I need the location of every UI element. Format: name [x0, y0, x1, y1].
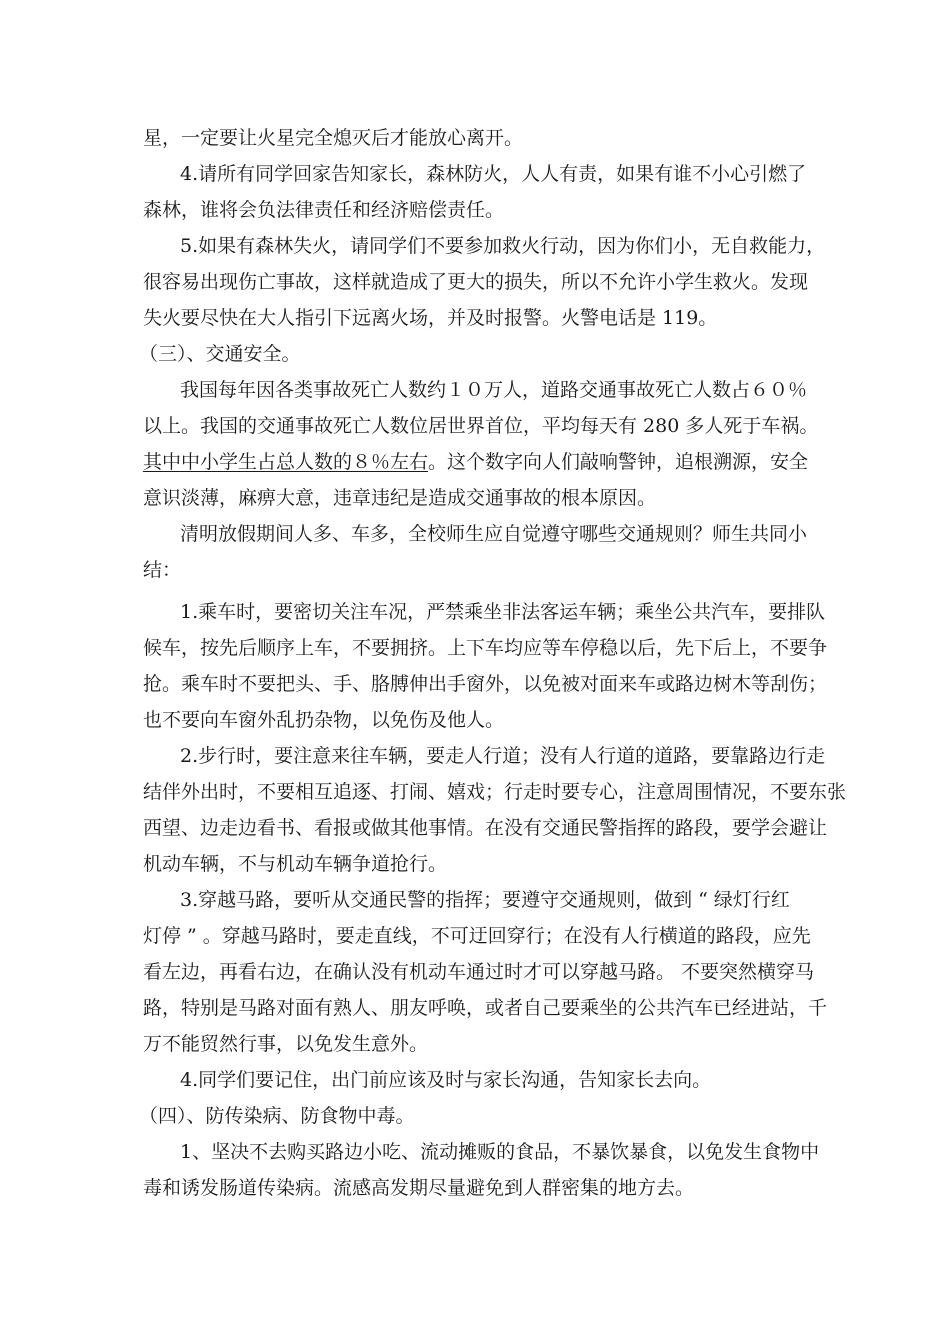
text-line: 星，一定要让火星完全熄灭后才能放心离开。 — [143, 127, 524, 149]
text-line: 看左边，再看右边，在确认没有机动车通过时才可以穿越马路。 不要突然横穿马 — [143, 961, 815, 983]
text-line — [143, 450, 950, 474]
text-line: 万不能贸然行事，以免发生意外。 — [143, 1033, 429, 1055]
text-line: 4.请所有同学回家告知家长，森林防火，人人有责，如果有谁不小心引燃了 — [180, 163, 807, 185]
text-line: 候车，按先后顺序上车，不要拥挤。上下车均应等车停稳以后，先下后上，不要争 — [143, 637, 828, 659]
section-heading: （三）、交通安全。 — [139, 343, 301, 365]
text-line: 也不要向车窗外乱扔杂物，以免伤及他人。 — [143, 709, 505, 731]
underlined-text: 其中中小学生占总人数的８％左右 — [143, 451, 429, 473]
text-line: 2.步行时，要注意来往车辆，要走人行道；没有人行道的道路，要靠路边行走 — [180, 745, 826, 767]
text-line: 西望、边走边看书、看报或做其他事情。在没有交通民警指挥的路段，要学会避让 — [143, 817, 828, 839]
text-line: 结伴外出时，不要相互追逐、打闹、嬉戏；行走时要专心，注意周围情况，不要东张 — [143, 781, 847, 803]
text-line: 灯停 ” 。穿越马路时，要走直线，不可迂回穿行；在没有人行横道的路段，应先 — [143, 925, 811, 947]
text-line: 5.如果有森林失火，请同学们不要参加救火行动，因为你们小，无自救能力， — [180, 235, 826, 257]
text-line: 机动车辆，不与机动车辆争道抢行。 — [143, 853, 448, 875]
text-line: 4.同学们要记住，出门前应该及时与家长沟通，告知家长去向。 — [180, 1069, 712, 1091]
text-line: 意识淡薄，麻痹大意，违章违纪是造成交通事故的根本原因。 — [143, 487, 657, 509]
text-line: 1、坚决不去购买路边小吃、流动摊贩的食品，不暴饮暴食，以免发生食物中 — [180, 1141, 820, 1163]
text-line: 失火要尽快在大人指引下远离火场，并及时报警。火警电话是 119。 — [143, 307, 718, 329]
section-heading: （四）、防传染病、防食物中毒。 — [139, 1105, 415, 1127]
text-line: 结： — [143, 559, 182, 581]
text-line: 毒和诱发肠道传染病。流感高发期尽量避免到人群密集的地方去。 — [143, 1177, 695, 1199]
text-line: 森林，谁将会负法律责任和经济赔偿责任。 — [143, 199, 505, 221]
text-line: 抢。乘车时不要把头、手、胳膊伸出手窗外，以免被对面来车或路边树木等刮伤； — [143, 673, 828, 695]
text-line: 以上。我国的交通事故死亡人数位居世界首位，平均每天有 280 多人死于车祸。 — [143, 415, 819, 437]
text-line: 3.穿越马路，要听从交通民警的指挥；要遵守交通规则，做到 “ 绿灯行红 — [180, 889, 790, 911]
text-span: 。这个数字向人们敲响警钟，追根溯源，安全 — [428, 451, 809, 473]
text-line: 1.乘车时，要密切关注车况，严禁乘坐非法客运车辆；乘坐公共汽车，要排队 — [180, 601, 826, 623]
text-line: 很容易出现伤亡事故，这样就造成了更大的损失，所以不允许小学生救火。发现 — [143, 271, 809, 293]
text-line: 路，特别是马路对面有熟人、朋友呼唤，或者自己要乘坐的公共汽车已经进站，千 — [143, 997, 828, 1019]
text-line: 清明放假期间人多、车多，全校师生应自觉遵守哪些交通规则？师生共同小 — [180, 523, 808, 545]
text-line: 我国每年因各类事故死亡人数约１０万人，道路交通事故死亡人数占６０％ — [180, 379, 808, 401]
